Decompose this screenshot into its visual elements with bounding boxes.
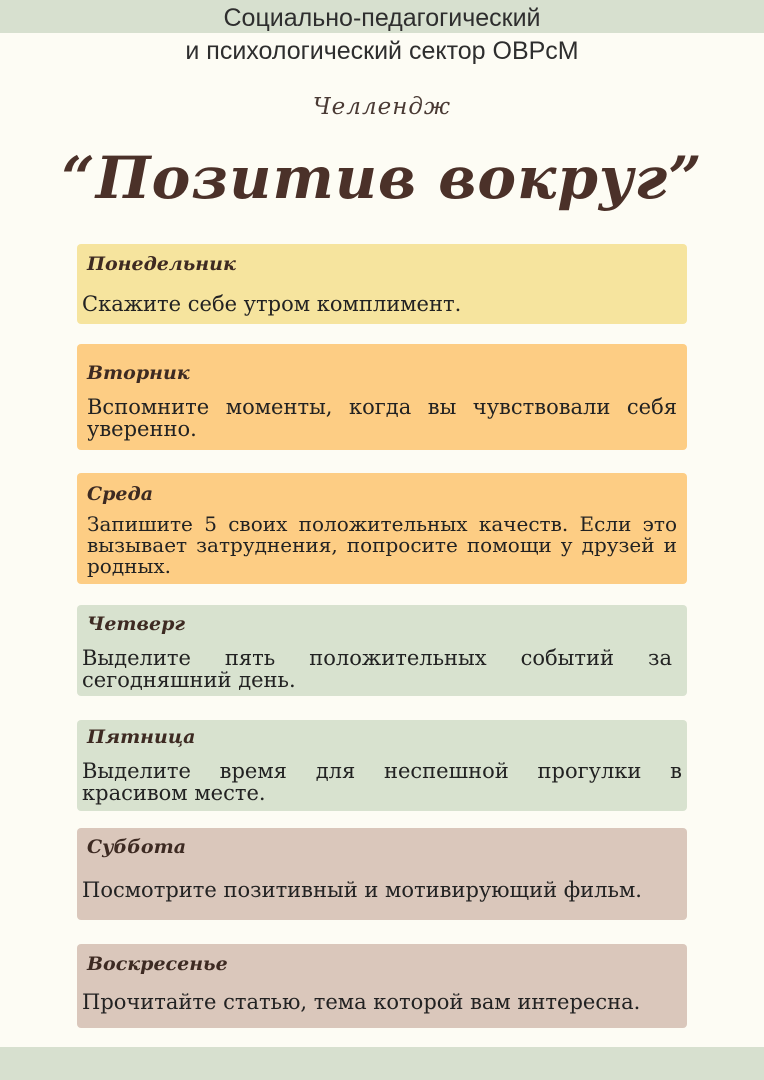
day-label: Вторник — [87, 362, 190, 384]
day-label: Пятница — [87, 726, 196, 748]
header-line-1: Социально-педагогический — [223, 4, 541, 32]
organization-header — [0, 2, 764, 68]
day-task: Посмотрите позитивный и мотивирующий фильм. — [82, 878, 642, 902]
day-card-tuesday — [77, 344, 687, 450]
day-label: Воскресенье — [87, 953, 228, 975]
day-task: Выделите пять положительных событий за сегодняшний день. — [82, 646, 672, 692]
challenge-title: “Позитив вокруг” — [61, 144, 703, 212]
day-label: Четверг — [87, 613, 186, 635]
day-label: Суббота — [87, 836, 187, 858]
challenge-kicker: Челлендж — [312, 94, 452, 120]
day-task: Запишите 5 своих положительных качеств. Если это вызывает затруднения, попросите помощи у друзей и родных. — [87, 512, 677, 578]
day-label: Среда — [87, 483, 154, 505]
day-card-wednesday — [77, 473, 687, 584]
day-task: Прочитайте статью, тема которой вам интересна. — [82, 990, 641, 1014]
day-label: Понедельник — [87, 253, 236, 275]
day-card-thursday — [77, 605, 687, 696]
day-card-sunday — [77, 944, 687, 1028]
day-card-friday — [77, 720, 687, 811]
header-line-2: и психологический сектор ОВРсМ — [185, 37, 579, 65]
day-task: Скажите себе утром комплимент. — [82, 292, 462, 316]
bottom-band — [0, 1047, 764, 1080]
day-card-saturday — [77, 828, 687, 920]
day-card-monday — [77, 244, 687, 324]
day-task: Вспомните моменты, когда вы чувствовали себя уверенно. — [87, 395, 677, 441]
day-task: Выделите время для неспешной прогулки в красивом месте. — [82, 759, 682, 805]
